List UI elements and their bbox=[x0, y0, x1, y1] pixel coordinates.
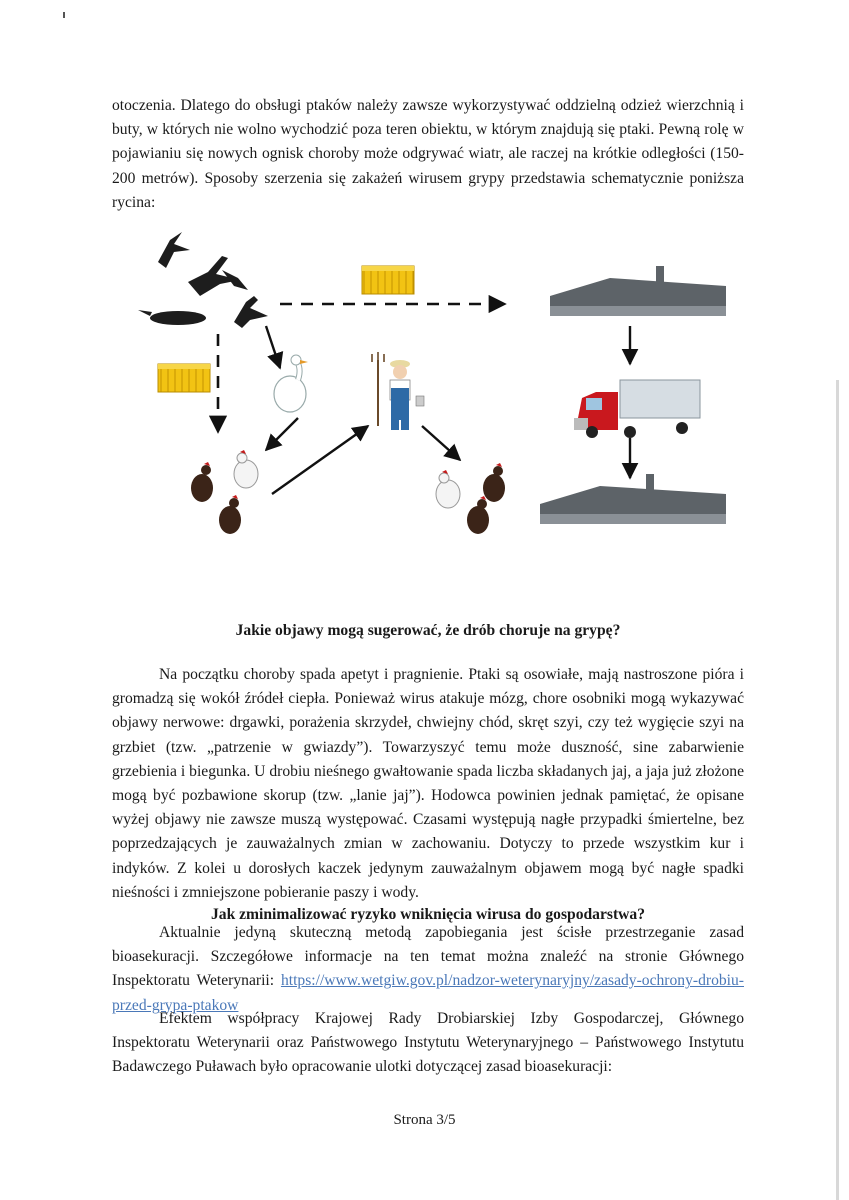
page-number: Strona 3/5 bbox=[393, 1112, 456, 1128]
poultry-barn-icon bbox=[540, 474, 726, 524]
chickens-icon bbox=[436, 463, 505, 534]
intro-paragraph: otoczenia. Dlatego do obsługi ptaków należy zawsze wykorzystywać oddzielną odzież wierzchnią i buty, w których nie wolno wychodzić poza teren obiektu, w którym znajdują się ptaki. Pewną rolę w pojawianiu się nowych ognisk choroby może odgrywać wiatr, ale raczej na krótkie odległości (150-200 metrów). Sposoby szerzenia się zakażeń wirusem grypy przedstawia schematycznie poniższa rycina: bbox=[112, 97, 744, 211]
wild-birds-icon bbox=[138, 232, 268, 328]
truck-icon bbox=[574, 380, 700, 438]
chickens-icon bbox=[191, 450, 258, 534]
scan-speck bbox=[63, 12, 65, 18]
poultry-barn-icon bbox=[550, 266, 726, 316]
farmer-icon bbox=[372, 352, 424, 430]
prevention-text: Aktualnie jedyną skuteczną metodą zapobiegania jest ścisłe przestrzeganie zasad bioasekuracji. Szczegółowe informacje na ten temat można znaleźć na stronie Głównego Inspektoratu Weterynarii: bbox=[112, 924, 744, 990]
section-heading-symptoms: Jakie objawy mogą sugerować, że drób choruje na grypę? bbox=[235, 622, 621, 639]
hay-bale-icon bbox=[158, 364, 210, 392]
giw-link[interactable]: https://www.wetgiw.gov.pl/nadzor-weterynaryjny/zasady-ochrony-drobiu-przed-grypa-ptakow bbox=[112, 972, 744, 1014]
section-heading-prevention: Jak zminimalizować ryzyko wniknięcia wirusa do gospodarstwa? bbox=[210, 906, 646, 923]
symptoms-paragraph: Na początku choroby spada apetyt i pragnienie. Ptaki są osowiałe, mają nastroszone pióra i gromadzą się wokół źródeł ciepła. Ponieważ wirus atakuje mózg, chore osobniki mogą wykazywać objawy nerwowe: drgawki, porażenia skrzydeł, chwiejny chód, skręt szyi, czy też wygięcie szyi na grzbiet (tzw. „patrzenie w gwiazdy”). Towarzyszyć temu może duszność, sine zabarwienie grzebienia i biegunka. U drobiu nieśnego gwałtowanie spada liczba składanych jaj, a jaja już złożone mogą być pozbawione skorup (tzw. „lanie jaj”). Hodowca powinien jednak pamiętać, że opisane wyżej objawy nie zawsze muszą występować. Czasami występują nagłe przypadki śmiertelne, bez poprzedzających je zauważalnych zmian w zachowaniu. Dotyczy to przede wszystkim kur i indyków. Z kolei u dorosłych kaczek jedynym zauważalnym objawem mogą być nagłe spadki nieśności i zmniejszone pobieranie paszy i wody. bbox=[112, 666, 744, 901]
scan-edge bbox=[836, 380, 839, 1200]
cooperation-paragraph: Efektem współpracy Krajowej Rady Drobiarskiej Izby Gospodarczej, Głównego Inspektoratu Weterynarii oraz Państwowego Instytutu Weterynaryjnego – Państwowego Instytutu Badawczego Puławach było opracowanie ulotki dotyczącej zasad bioasekuracji: bbox=[112, 1010, 744, 1076]
transmission-diagram bbox=[130, 222, 730, 552]
hay-bale-icon bbox=[362, 266, 414, 294]
prevention-paragraph bbox=[112, 921, 744, 1018]
